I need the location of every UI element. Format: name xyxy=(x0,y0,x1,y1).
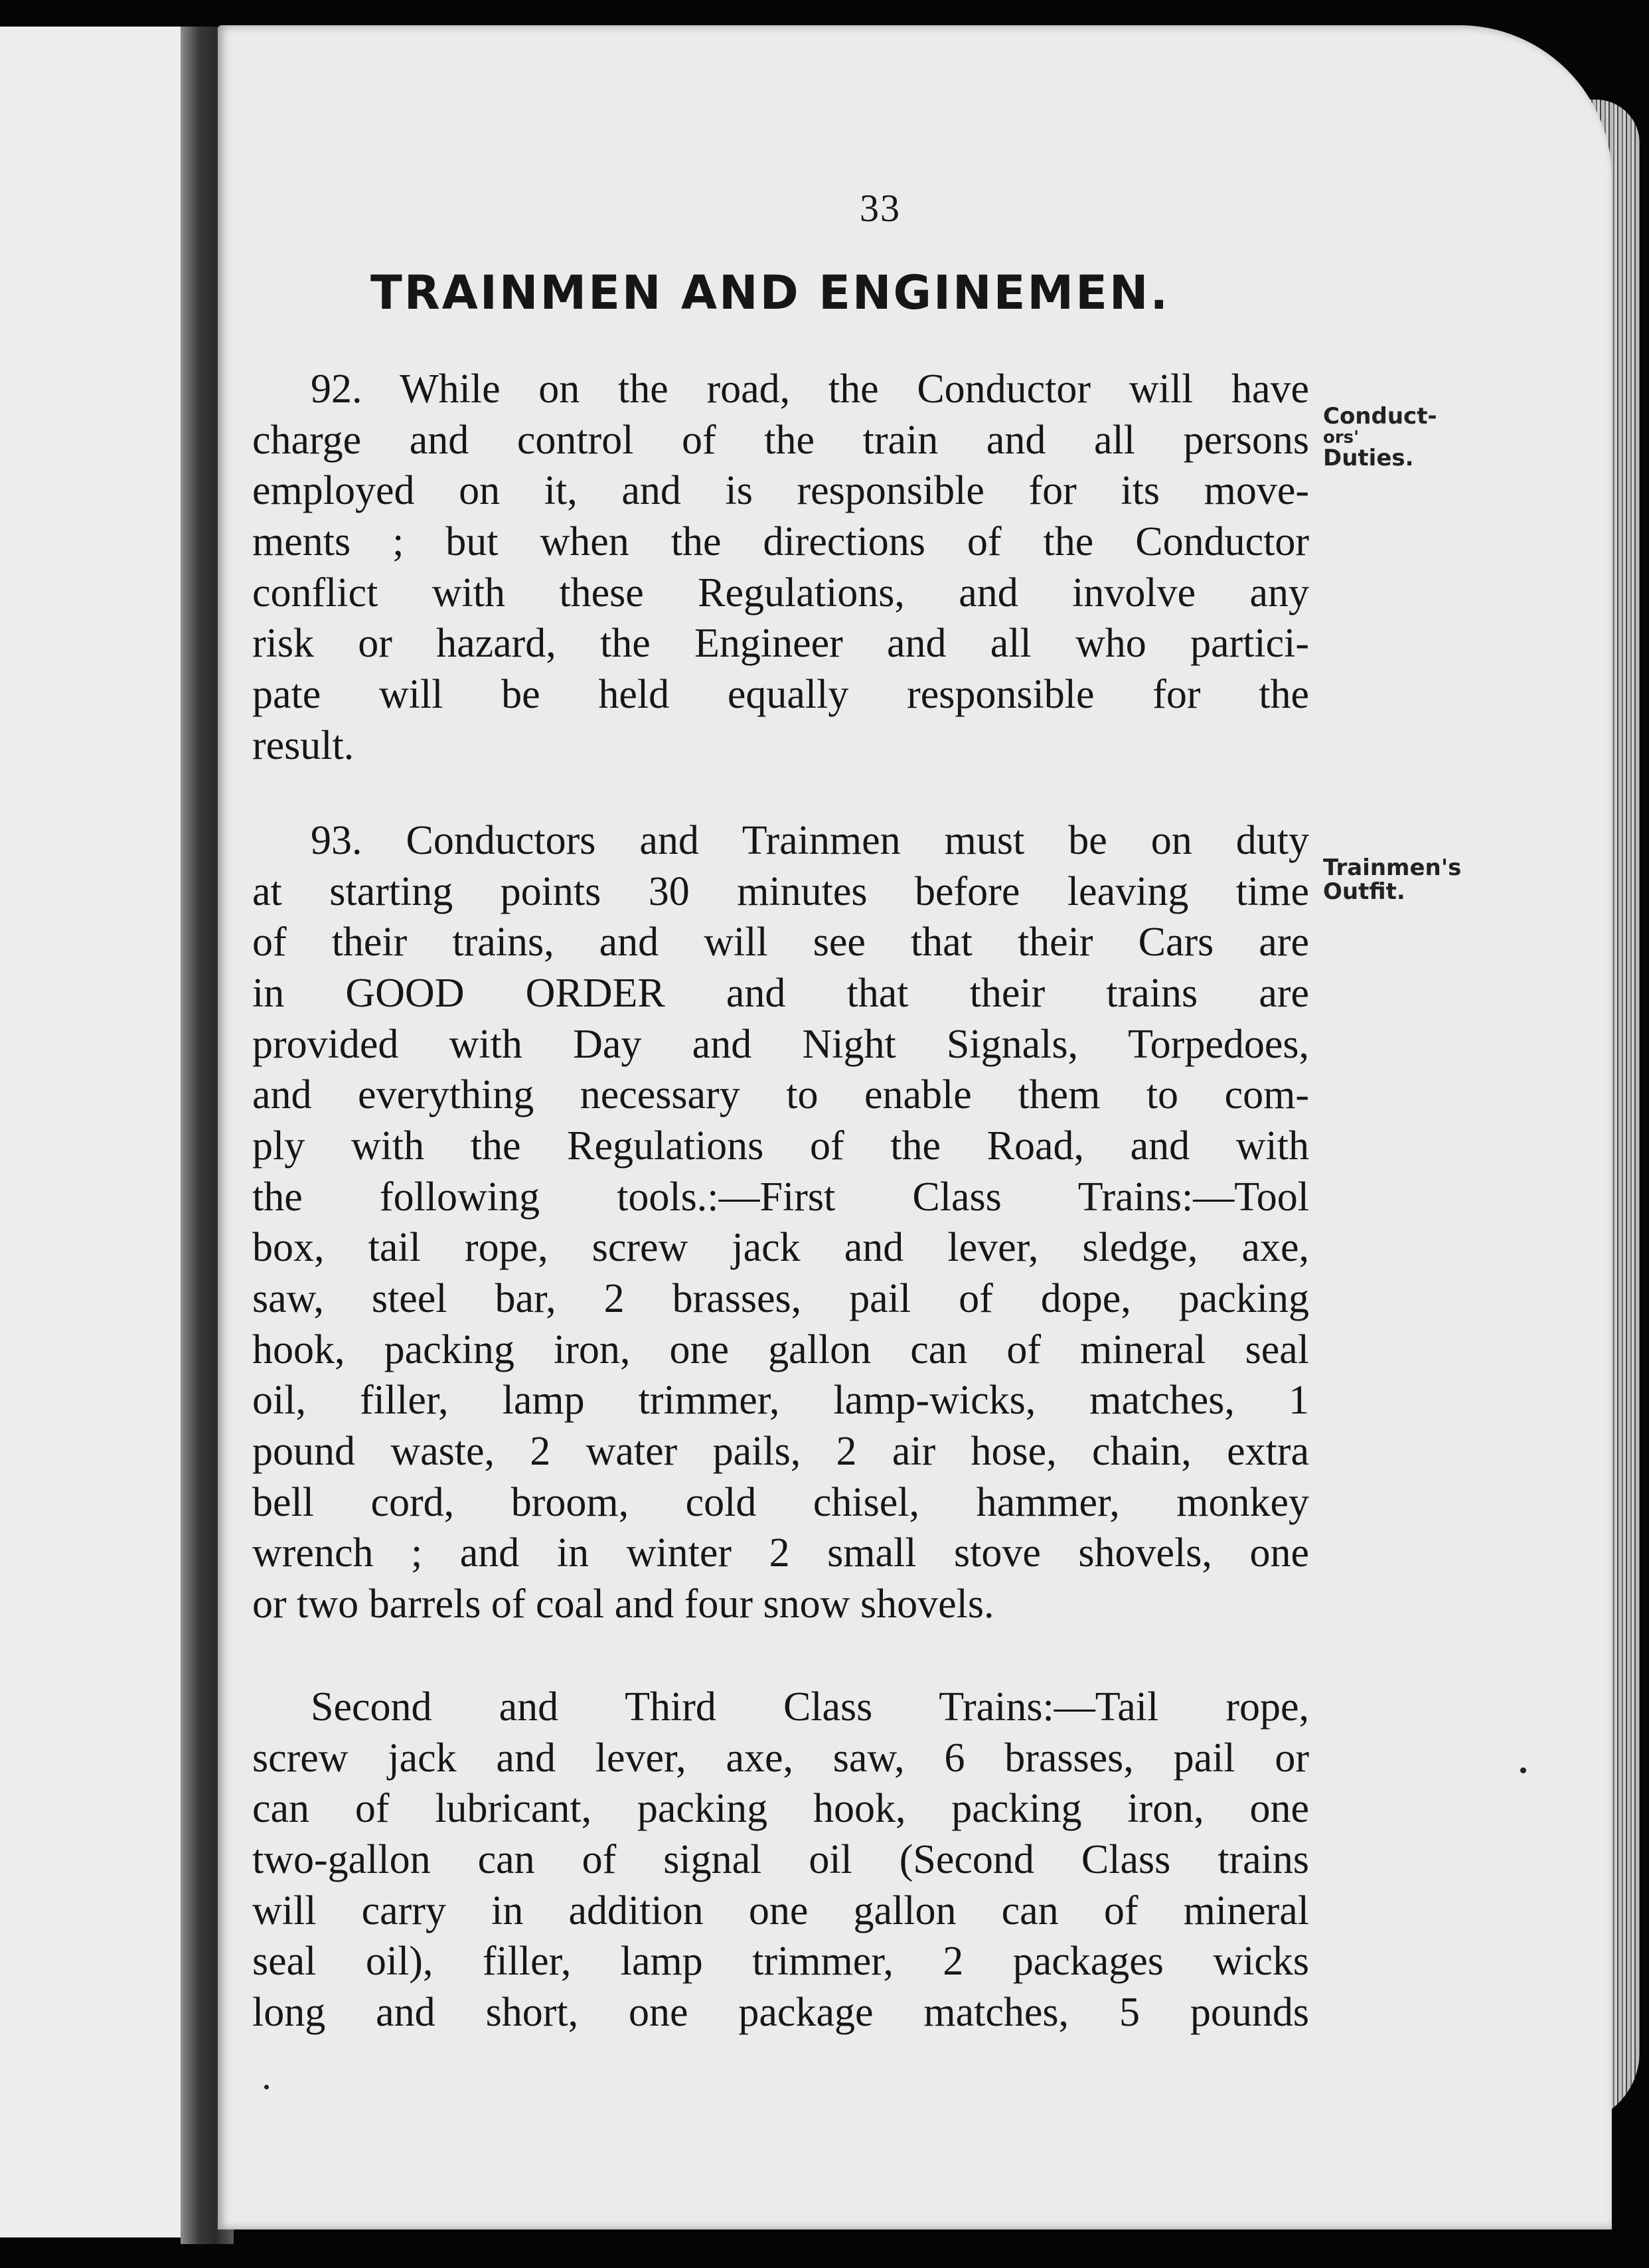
rule-93-line-12: oil, filler, lamp trimmer, lamp-wicks, matches, 1 xyxy=(252,1378,1309,1423)
side-note-line: Duties. xyxy=(1323,444,1414,471)
side-note-line: Trainmen's xyxy=(1323,854,1462,881)
rule-93-line-13: pound waste, 2 water pails, 2 air hose, chain, extra xyxy=(252,1429,1309,1474)
rule-93-line-1: 93. Conductors and Trainmen must be on duty xyxy=(311,818,1309,863)
rule-93-line-10: saw, steel bar, 2 brasses, pail of dope, packing xyxy=(252,1276,1309,1321)
rule-93-line-6: and everything necessary to enable them to com- xyxy=(252,1072,1309,1117)
rule-93-line-16: or two barrels of coal and four snow shovels. xyxy=(252,1581,994,1627)
side-note-line: ors' xyxy=(1323,427,1360,447)
rule-92-line-5: conflict with these Regulations, and involve any xyxy=(252,570,1309,615)
second-third-line-7: long and short, one package matches, 5 pounds xyxy=(252,1990,1309,2035)
rule-93-line-4: in GOOD ORDER and that their trains are xyxy=(252,971,1309,1016)
rule-93-line-9: box, tail rope, screw jack and lever, sledge, axe, xyxy=(252,1225,1309,1270)
rule-93-line-2: at starting points 30 minutes before leaving time xyxy=(252,869,1309,914)
rule-93-line-5: provided with Day and Night Signals, Torpedoes, xyxy=(252,1022,1309,1067)
side-note-trainmens-outfit xyxy=(1323,856,1461,904)
page-number: 33 xyxy=(860,187,901,230)
side-note-line: Outfit. xyxy=(1323,878,1405,905)
section-heading: TRAINMEN AND ENGINEMEN. xyxy=(370,266,1170,320)
side-note-line: Conduct- xyxy=(1323,403,1437,430)
second-third-line-5: will carry in addition one gallon can of mineral xyxy=(252,1888,1309,1933)
second-third-line-2: screw jack and lever, axe, saw, 6 brasses, pail or xyxy=(252,1736,1309,1781)
second-third-line-1: Second and Third Class Trains:—Tail rope, xyxy=(311,1684,1309,1730)
side-note-conductors-duties xyxy=(1323,405,1437,471)
second-third-line-3: can of lubricant, packing hook, packing iron, one xyxy=(252,1786,1309,1831)
ink-speck xyxy=(264,2085,269,2089)
second-third-line-6: seal oil), filler, lamp trimmer, 2 packages wicks xyxy=(252,1939,1309,1984)
ink-speck xyxy=(1520,1767,1526,1773)
rule-92-line-2: charge and control of the train and all persons xyxy=(252,418,1309,463)
rule-93-line-14: bell cord, broom, cold chisel, hammer, monkey xyxy=(252,1480,1309,1525)
rule-93-line-15: wrench ; and in winter 2 small stove shovels, one xyxy=(252,1530,1309,1576)
rule-92-line-6: risk or hazard, the Engineer and all who partici- xyxy=(252,621,1309,666)
second-third-line-4: two-gallon can of signal oil (Second Class trains xyxy=(252,1837,1309,1882)
rule-92-line-4: ments ; but when the directions of the Conductor xyxy=(252,519,1309,564)
rule-92-line-7: pate will be held equally responsible for the xyxy=(252,672,1309,717)
rule-93-line-3: of their trains, and will see that their Cars are xyxy=(252,920,1309,965)
rule-93-line-8: the following tools.:—First Class Trains:—Tool xyxy=(252,1174,1309,1220)
rule-93-line-7: ply with the Regulations of the Road, and with xyxy=(252,1123,1309,1169)
rule-93-line-11: hook, packing iron, one gallon can of mineral seal xyxy=(252,1327,1309,1372)
rule-92-line-3: employed on it, and is responsible for its move- xyxy=(252,468,1309,513)
rule-92-line-8: result. xyxy=(252,723,354,768)
rule-92-line-1: 92. While on the road, the Conductor will have xyxy=(311,366,1309,412)
